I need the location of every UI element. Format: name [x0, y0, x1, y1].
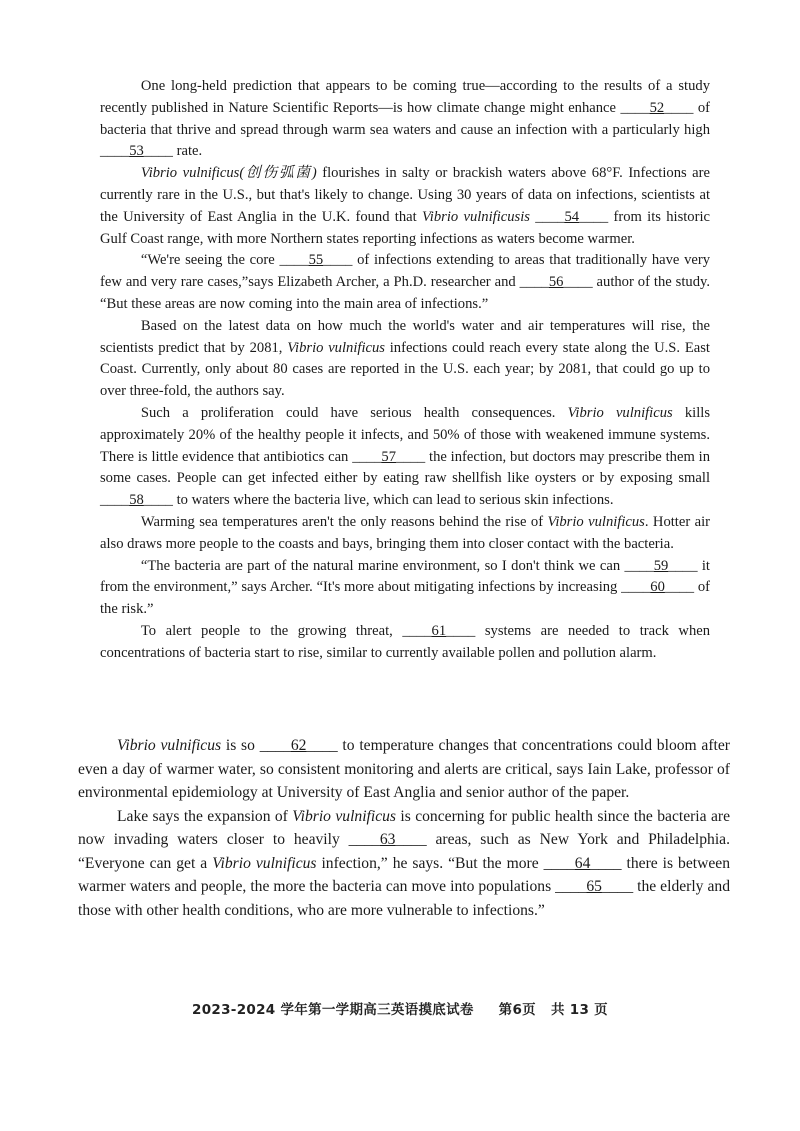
blank-line: ____: [100, 143, 130, 160]
answer-blank-62[interactable]: [260, 734, 338, 758]
total-pages: 共 13 页: [550, 1002, 608, 1018]
answer-blank-63[interactable]: [349, 828, 427, 852]
paragraph: [78, 734, 730, 805]
blank-line: ____: [555, 878, 587, 895]
text-run: flourishes in salty or brackish waters above 68°F. Infections are currently rare in the U.S., but that's likely to change. Using 30 years of data on infections, scientists at the University of East Anglia in the U.K. found that: [100, 165, 710, 225]
text-run: there is between warmer waters and people, the more the bacteria can move into populations: [78, 854, 731, 895]
species-name: Vibrio vulnificus(创伤弧菌): [140, 165, 317, 182]
blank-line: ____: [352, 448, 382, 465]
blank-number: 57: [381, 448, 396, 465]
page-number: 第6页: [498, 1002, 536, 1018]
text-run: the elderly and those with other health conditions, who are more vulnerable to infections.”: [78, 878, 730, 919]
blank-number: 59: [653, 557, 669, 574]
blank-line: ____: [621, 579, 651, 596]
text-run: author of the study. “But these areas are now coming into the main area of infections.”: [100, 274, 710, 312]
blank-line: ____: [446, 622, 476, 639]
text-run: from its historic Gulf Coast range, with more Northern states reporting infections as waters become warmer.: [100, 208, 711, 247]
text-run: One long-held prediction that appears to be coming true—according to the results of a study recently published in Nature Scientific Reports—is how climate change might enhance: [100, 78, 710, 116]
answer-blank-60[interactable]: [621, 577, 694, 599]
text-run: . Hotter air also draws more people to the coasts and bays, bringing them into closer contact with the bacteria.: [100, 513, 711, 552]
blank-line: ____: [259, 737, 291, 754]
blank-number: 61: [431, 622, 447, 639]
species-name: Vibrio vulnificus: [567, 404, 673, 421]
blank-number: 65: [586, 878, 602, 895]
paragraph: [100, 250, 710, 315]
text-run: infection,” he says. “But the more: [316, 854, 544, 872]
paragraph: [100, 512, 710, 556]
blank-line: ____: [395, 448, 426, 465]
text-run: areas, such as New York and Philadelphia. “Everyone can get a: [78, 831, 730, 872]
blank-line: ____: [590, 854, 622, 872]
blank-line: ____: [535, 208, 565, 225]
answer-blank-53[interactable]: [100, 141, 173, 163]
blank-line: ____: [306, 737, 338, 754]
text-run: systems are needed to track when concentrations of bacteria start to rise, similar to currently available pollen and pollution alarm.: [100, 622, 711, 661]
text-run: kills approximately 20% of the healthy people it infects, and 50% of those with weakened immune systems. There is little evidence that antibiotics can: [100, 404, 710, 465]
species-name: Vibrio vulnificusis: [421, 208, 530, 225]
blank-line: ____: [543, 854, 575, 872]
paragraph: [78, 805, 730, 923]
blank-number: 56: [548, 274, 564, 291]
blank-number: 55: [308, 252, 324, 269]
page-footer: [0, 998, 800, 1018]
paragraph: [100, 163, 710, 250]
blank-line: ____: [143, 492, 173, 509]
blank-line: ____: [279, 252, 309, 269]
blank-number: 64: [574, 854, 591, 872]
text-run: to waters where the bacteria live, which can lead to serious skin infections.: [172, 492, 614, 509]
blank-line: ____: [395, 831, 427, 848]
paragraph: [100, 316, 710, 403]
blank-number: 52: [649, 99, 665, 116]
answer-blank-61[interactable]: [402, 621, 475, 643]
answer-blank-54[interactable]: [535, 207, 608, 229]
blank-line: ____: [620, 99, 650, 116]
text-run: infections could reach every state along the U.S. East Coast. Currently, only about 80 cases are reported in the U.S. each year; by 2081, that could go up to over three-fold, the authors say.: [100, 339, 710, 400]
exam-title: 2023-2024 学年第一学期高三英语摸底试卷: [192, 1002, 474, 1018]
text-run: Lake says the expansion of: [117, 807, 293, 825]
text-run: “We're seeing the core: [140, 252, 280, 269]
passage-upper: [100, 76, 710, 665]
text-run: of infections extending to areas that traditionally have very few and very rare cases,”says Elizabeth Archer, a Ph.D. researcher and: [100, 252, 710, 291]
text-run: To alert people to the growing threat,: [140, 622, 403, 639]
blank-line: ____: [668, 557, 698, 574]
species-name: Vibrio vulnificus: [212, 854, 317, 872]
species-name: Vibrio vulnificus: [547, 513, 645, 530]
text-run: rate.: [172, 143, 203, 160]
blank-line: ____: [624, 557, 654, 574]
answer-blank-56[interactable]: [520, 272, 593, 294]
text-run: to temperature changes that concentrations could bloom after even a day of warmer water, so consistent monitoring and alerts are critical, says Iain Lake, professor of environmental epidemiology at University of East Anglia and senior author of the paper.: [78, 737, 730, 801]
blank-line: ____: [348, 831, 380, 848]
blank-line: ____: [402, 622, 432, 639]
species-name: Vibrio vulnificus: [117, 737, 222, 754]
blank-number: 58: [129, 492, 144, 509]
text-run: is concerning for public health since the bacteria are now invading waters closer to heavily: [78, 807, 730, 848]
answer-blank-59[interactable]: [625, 556, 698, 578]
answer-blank-57[interactable]: [352, 447, 425, 469]
species-name: Vibrio vulnificus: [292, 807, 397, 825]
paragraph: [100, 403, 710, 512]
blank-line: ____: [664, 579, 695, 596]
text-run: is so: [221, 737, 260, 754]
blank-number: 62: [290, 737, 307, 754]
text-run: Warming sea temperatures aren't the only reasons behind the rise of: [140, 513, 548, 530]
passage-lower: [78, 734, 730, 922]
text-run: the infection, but doctors may prescribe them in some cases. People can get infected either by eating raw shellfish like oysters or by exposing small: [100, 448, 711, 487]
answer-blank-52[interactable]: [620, 98, 693, 120]
blank-line: ____: [323, 252, 353, 269]
blank-line: ____: [100, 492, 130, 509]
blank-line: ____: [143, 143, 173, 160]
blank-line: ____: [579, 208, 609, 225]
blank-number: 60: [650, 579, 665, 596]
text-run: of bacteria that thrive and spread through warm sea waters and cause an infection with a particularly high: [100, 99, 710, 138]
species-name: Vibrio vulnificus: [287, 339, 385, 356]
text-run: of the risk.”: [100, 579, 710, 618]
blank-line: ____: [563, 274, 593, 291]
blank-number: 54: [564, 208, 580, 225]
blank-number: 53: [129, 143, 144, 160]
text-run: “The bacteria are part of the natural marine environment, so I don't think we can: [140, 557, 625, 574]
paragraph: [100, 621, 710, 665]
answer-blank-65[interactable]: [555, 875, 633, 899]
text-run: Based on the latest data on how much the world's water and air temperatures will rise, the scientists predict that by 2081,: [100, 317, 710, 356]
answer-blank-58[interactable]: [100, 490, 173, 512]
blank-line: ____: [601, 878, 634, 895]
answer-blank-64[interactable]: [544, 852, 622, 876]
text-run: Such a proliferation could have serious health consequences.: [140, 404, 568, 421]
paragraph: [100, 76, 710, 163]
blank-line: ____: [519, 274, 549, 291]
text-run: it from the environment,” says Archer. “It's more about mitigating infections by increasing: [100, 557, 710, 596]
blank-line: ____: [664, 99, 694, 116]
paragraph: [100, 556, 710, 621]
answer-blank-55[interactable]: [279, 250, 352, 272]
blank-number: 63: [379, 831, 396, 848]
